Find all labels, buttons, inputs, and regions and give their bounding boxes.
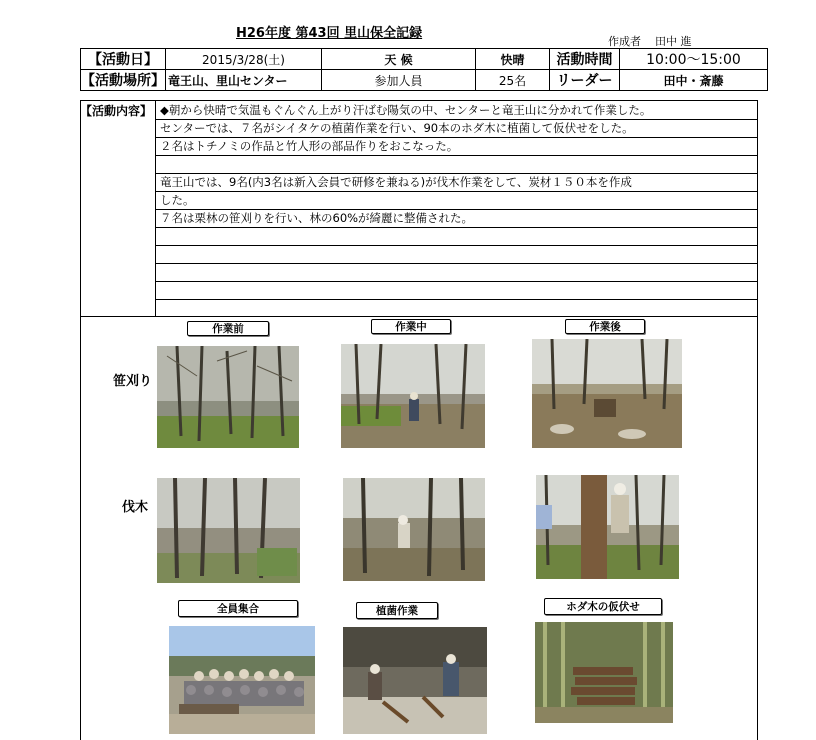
weather-value: 快晴 (476, 49, 550, 70)
time-label: 活動時間 (550, 49, 620, 70)
content-line: センターでは、７名がシイタケの植菌作業を行い、90本のホダ木に植菌して仮伏せをした。 (160, 121, 634, 135)
content-rule (156, 191, 758, 192)
caption-all: 全員集合 (178, 600, 298, 617)
author-label: 作成者 (608, 35, 641, 48)
weather-label: 天 候 (322, 49, 476, 70)
content-rule (156, 155, 758, 156)
content-rule (156, 173, 758, 174)
content-line: ◆朝から快晴で気温もぐんぐん上がり汗ばむ陽気の中、センターと竜王山に分かれて作業した。 (160, 103, 652, 117)
photo-hodagi (535, 622, 673, 723)
photo-after-sasakari (532, 339, 682, 448)
caption-after: 作業後 (565, 319, 645, 334)
content-rule (156, 263, 758, 264)
content-label: 【活動内容】 (80, 100, 156, 316)
photo-before-batsuboku (157, 478, 300, 583)
caption-before: 作業前 (187, 321, 269, 336)
author-name: 田中 進 (655, 35, 692, 48)
content-line: ２名はトチノミの作品と竹人形の部品作りをおこなった。 (160, 139, 459, 153)
photo-before-sasakari (157, 346, 299, 448)
photo-group (169, 626, 315, 734)
place-label: 【活動場所】 (81, 70, 166, 91)
info-row-1 (81, 49, 768, 70)
time-value: 10:00～15:00 (620, 49, 768, 70)
photo-section-divider (80, 316, 758, 317)
content-line: した。 (160, 193, 195, 207)
caption-hodagi: ホダ木の仮伏せ (544, 598, 662, 615)
row-label-sasakari: 笹刈り (113, 374, 153, 389)
content-rule (156, 245, 758, 246)
content-line: 竜王山では、9名(内3名は新入会員で研修を兼ねる)が伐木作業をして、炭材１５０本を作成 (160, 175, 632, 189)
author-line (608, 33, 692, 49)
place-value: 竜王山、里山センター (166, 70, 322, 91)
photo-during-batsuboku (343, 478, 485, 581)
info-table (80, 48, 768, 91)
content-rule (156, 281, 758, 282)
content-rule (156, 209, 758, 210)
content-rule (156, 227, 758, 228)
caption-during: 作業中 (371, 319, 451, 334)
photo-during-sasakari (341, 344, 485, 448)
row-label-batsuboku: 伐木 (122, 500, 149, 515)
participants-label: 参加人員 (322, 70, 476, 91)
date-value: 2015/3/28(土) (166, 49, 322, 70)
photo-after-batsuboku (536, 475, 679, 579)
content-line: ７名は栗林の笹刈りを行い、林の60%が綺麗に整備された。 (160, 211, 474, 225)
content-rule (156, 137, 758, 138)
content-rule (156, 119, 758, 120)
content-rule (156, 299, 758, 300)
leader-value: 田中・斎藤 (620, 70, 768, 91)
participants-value: 25名 (476, 70, 550, 91)
caption-inoculation: 植菌作業 (356, 602, 438, 619)
date-label: 【活動日】 (81, 49, 166, 70)
leader-label: リーダー (550, 70, 620, 91)
photo-inoculation (343, 627, 487, 734)
page-title: H26年度 第43回 里山保全記録 (236, 26, 423, 41)
info-row-2 (81, 70, 768, 91)
